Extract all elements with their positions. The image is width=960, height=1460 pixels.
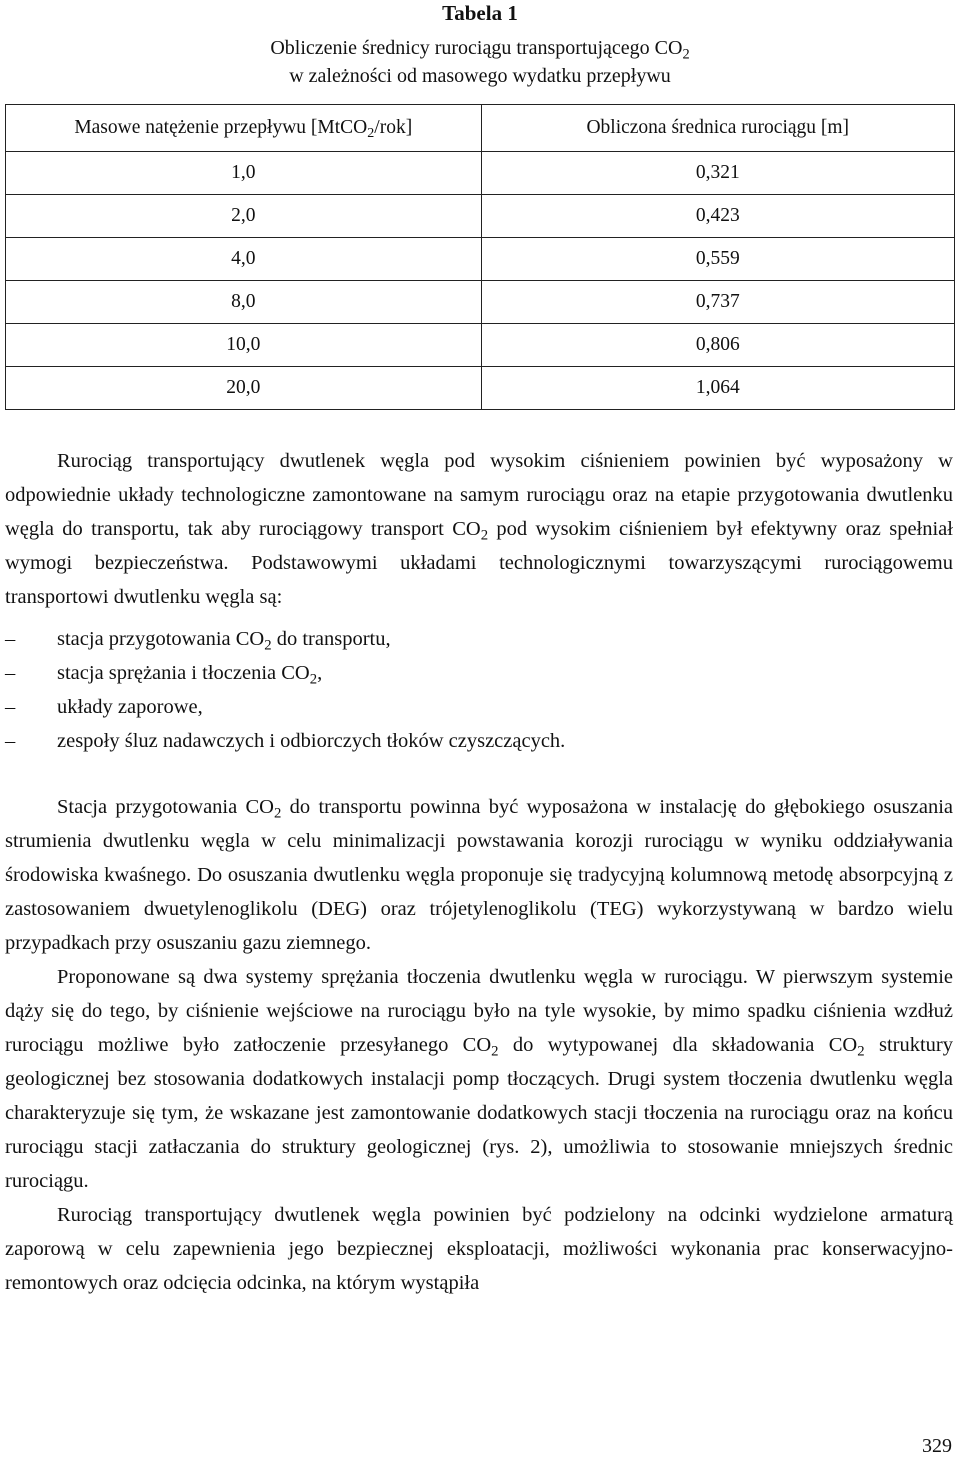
- paragraph-text: do transportu powinna być wyposażona w instalację do głębokiego osuszania strumienia dwutlenku węgla w celu minimalizacji powstawania korozji rurociągu w wyniku oddziaływania środowiska kwaśnego. Do osuszania dwutlenku węgla proponuje się tradycyjną kolumnową metodę absorpcyjną z zastosowaniem dwuetylenoglikolu (DEG) oraz trójetylenoglikolu (TEG) wykorzystywaną w bardzo wielu przypadkach przy osuszaniu gazu ziemnego.: [5, 796, 953, 954]
- body-text: [5, 444, 953, 1300]
- table-row: [6, 195, 955, 238]
- list-item: [5, 622, 953, 656]
- paragraph-text: Stacja przygotowania CO: [57, 796, 274, 818]
- dash-bullet: –: [5, 696, 16, 718]
- cell-diameter: 0,737: [481, 281, 955, 324]
- table-row: [6, 238, 955, 281]
- caption-line-1: [0, 34, 960, 62]
- cell-flow: 4,0: [6, 238, 482, 281]
- subscript: 2: [491, 1043, 499, 1060]
- header-mass-flow: [6, 105, 482, 152]
- paragraph-text: struktury geologicznej bez stosowania dodatkowych instalacji pomp tłoczących. Drugi system tłoczenia dwutlenku węgla charakteryzuje się tym, że wskazane jest zamontowanie dodatkowych stacji tłoczenia na rurociągu oraz na końcu rurociągu stacji zatłaczania do struktury geologicznej (rys. 2), umożliwia to stosowanie mniejszych średnic rurociągu.: [5, 1034, 953, 1192]
- paragraph-gap: [5, 758, 953, 790]
- caption-text: Obliczenie średnicy rurociągu transportującego CO: [270, 37, 683, 59]
- list-item-text: układy zaporowe,: [57, 696, 203, 718]
- cell-diameter: 0,321: [481, 152, 955, 195]
- list-item-text: stacja przygotowania CO: [57, 628, 265, 650]
- cell-flow: 2,0: [6, 195, 482, 238]
- list-item-text: ,: [317, 662, 323, 684]
- list-item-text: zespoły śluz nadawczych i odbiorczych tłoków czyszczących.: [57, 730, 566, 752]
- caption-line-2: w zależności od masowego wydatku przepływu: [289, 65, 671, 87]
- subscript: 2: [682, 46, 690, 63]
- list-item-text: stacja sprężania i tłoczenia CO: [57, 662, 310, 684]
- page-number: 329: [922, 1435, 952, 1457]
- cell-diameter: 1,064: [481, 367, 955, 410]
- cell-flow: 20,0: [6, 367, 482, 410]
- dash-bullet: –: [5, 628, 16, 650]
- cell-flow: 1,0: [6, 152, 482, 195]
- table-row: [6, 281, 955, 324]
- dash-bullet: –: [5, 730, 16, 752]
- list-item: [5, 690, 953, 724]
- paragraph-2: [5, 790, 953, 960]
- table-caption: [0, 34, 960, 90]
- list-item: [5, 724, 953, 758]
- subscript: 2: [857, 1043, 865, 1060]
- header-diameter: Obliczona średnica rurociągu [m]: [481, 105, 955, 152]
- table-label: Tabela 1: [442, 1, 518, 25]
- table-header-row: [6, 105, 955, 152]
- subscript: 2: [309, 671, 318, 688]
- paragraph-text: Rurociąg transportujący dwutlenek węgla pod wysokim ciśnieniem powinien być wyposażony w odpowiednie układy technologiczne zamontowane na samym rurociągu oraz na etapie przygotowania dwutlenku węgla do transportu, tak aby rurociągowy transport CO: [5, 450, 953, 540]
- paragraph-text: do wytypowanej dla składowania CO: [498, 1034, 858, 1056]
- cell-flow: 8,0: [6, 281, 482, 324]
- table-row: [6, 367, 955, 410]
- subscript: 2: [480, 527, 489, 544]
- table-row: [6, 152, 955, 195]
- technology-list: [5, 622, 953, 758]
- list-item: [5, 656, 953, 690]
- paragraph-text: Proponowane są dwa systemy sprężania tłoczenia dwutlenku węgla w rurociągu. W pierwszym systemie dąży się do tego, by ciśnienie wejściowe na rurociągu było na tyle wysokie, by mimo spadku ciśnienia wzdłuż rurociągu możliwe było zatłoczenie przesyłanego CO: [5, 966, 953, 1056]
- paragraph-3: [5, 960, 953, 1198]
- paragraph-text: pod wysokim ciśnieniem był efektywny oraz spełniał wymogi bezpieczeństwa. Podstawowymi układami technologicznymi towarzyszącymi rurociągowemu transportowi dwutlenku węgla są:: [5, 518, 953, 608]
- subscript: 2: [367, 125, 375, 142]
- cell-diameter: 0,423: [481, 195, 955, 238]
- diameter-table: [5, 104, 955, 410]
- paragraph-4: Rurociąg transportujący dwutlenek węgla powinien być podzielony na odcinki wydzielone armaturą zaporową w celu zapewnienia jego bezpiecznej eksploatacji, możliwości wykonania prac konserwacyjno-remontowych oraz odcięcia odcinka, na którym wystąpiła: [5, 1204, 953, 1294]
- table-row: [6, 324, 955, 367]
- subscript: 2: [273, 805, 282, 822]
- subscript: 2: [264, 637, 272, 654]
- list-item-text: do transportu,: [271, 628, 391, 650]
- dash-bullet: –: [5, 662, 16, 684]
- cell-diameter: 0,806: [481, 324, 955, 367]
- header-text: /rok]: [374, 117, 413, 138]
- header-text: Masowe natężenie przepływu [MtCO: [74, 117, 368, 138]
- cell-diameter: 0,559: [481, 238, 955, 281]
- paragraph-1: [5, 444, 953, 614]
- cell-flow: 10,0: [6, 324, 482, 367]
